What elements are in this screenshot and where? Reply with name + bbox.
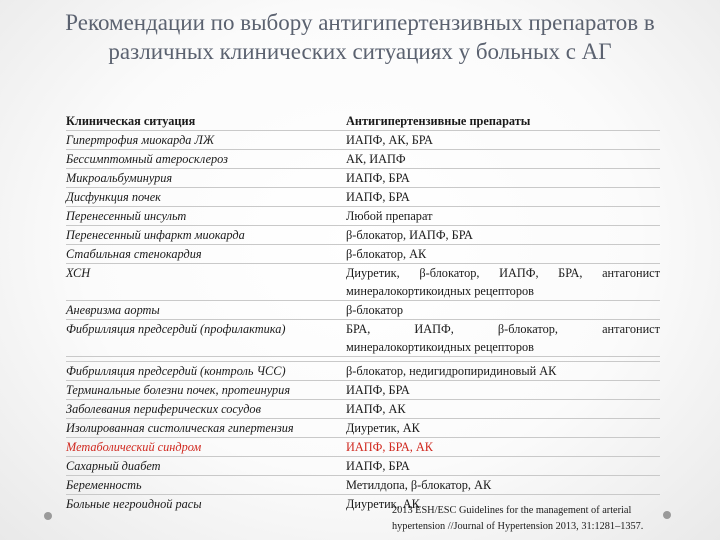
- table-row: [66, 245, 660, 264]
- situation-cell: Микроальбуминурия: [66, 171, 173, 185]
- situation-cell: Терминальные болезни почек, протеинурия: [66, 383, 291, 397]
- table-row: [66, 207, 660, 226]
- table-row: [66, 320, 660, 357]
- drugs-cell: Любой препарат: [346, 209, 433, 223]
- situation-cell: Заболевания периферических сосудов: [66, 402, 261, 416]
- situation-cell: Стабильная стенокардия: [66, 247, 202, 261]
- drugs-cell: Диуретик, АК: [346, 421, 420, 435]
- drugs-cell: Диуретик, АК: [346, 497, 420, 511]
- drugs-cell: β-блокатор, АК: [346, 247, 427, 261]
- table-row: [66, 301, 660, 320]
- table-row: [66, 169, 660, 188]
- drugs-cell: ИАПФ, БРА: [346, 190, 410, 204]
- drugs-cell: ИАПФ, БРА: [346, 383, 410, 397]
- table-row: [66, 457, 660, 476]
- table-row: [66, 226, 660, 245]
- drugs-cell: ИАПФ, БРА: [346, 459, 410, 473]
- drugs-cell: Метилдопа, β-блокатор, АК: [346, 478, 492, 492]
- table-row: [66, 438, 660, 457]
- drugs-cell: β-блокатор, недигидропиридиновый АК: [346, 364, 557, 378]
- citation-footnote: 2013 ESH/ESC Guidelines for the management of arterial hypertension //Journal of Hypertension 2013, 31:1281–1357.: [392, 505, 644, 532]
- slide-title: Рекомендации по выбору антигипертензивных препаратов в различных клинических ситуациях у больных с АГ: [65, 10, 655, 64]
- situation-cell: Изолированная систолическая гипертензия: [66, 421, 294, 435]
- table-row: [66, 131, 660, 150]
- situation-cell: Бессимптомный атеросклероз: [66, 152, 228, 166]
- situation-cell: Перенесенный инсульт: [66, 209, 187, 223]
- situation-cell: Дисфункция почек: [66, 190, 161, 204]
- table-row: [66, 381, 660, 400]
- situation-cell: Беременность: [66, 478, 142, 492]
- recommendations-table: [66, 112, 660, 513]
- table-row: [66, 362, 660, 381]
- table-row: [66, 476, 660, 495]
- table-row: [66, 400, 660, 419]
- header-drugs: Антигипертензивные препараты: [346, 114, 531, 128]
- table-row: [66, 264, 660, 301]
- table-row: [66, 188, 660, 207]
- drugs-cell: АК, ИАПФ: [346, 152, 406, 166]
- drugs-cell: ИАПФ, АК, БРА: [346, 133, 433, 147]
- situation-cell: Гипертрофия миокарда ЛЖ: [66, 133, 215, 147]
- drugs-cell: β-блокатор: [346, 303, 404, 317]
- drugs-cell: ИАПФ, БРА: [346, 171, 410, 185]
- situation-cell: Больные негроидной расы: [66, 497, 202, 511]
- table-header-row: [66, 112, 660, 131]
- situation-cell: ХСН: [66, 266, 91, 280]
- situation-cell: Перенесенный инфаркт миокарда: [66, 228, 245, 242]
- situation-cell-highlighted: Метаболический синдром: [66, 440, 202, 454]
- drugs-cell: β-блокатор, ИАПФ, БРА: [346, 228, 473, 242]
- table-row: [66, 419, 660, 438]
- situation-cell: Сахарный диабет: [66, 459, 161, 473]
- drugs-cell: БРА, ИАПФ, β-блокатор, антагонист минералокортикоидных рецепторов: [346, 322, 660, 354]
- drugs-cell-highlighted: ИАПФ, БРА, АК: [346, 440, 433, 454]
- bullet-dot-left: [44, 512, 52, 520]
- header-clinical-situation: Клиническая ситуация: [66, 114, 196, 128]
- situation-cell: Фибрилляция предсердий (профилактика): [66, 322, 286, 336]
- table-row: [66, 150, 660, 169]
- drugs-cell: Диуретик, β-блокатор, ИАПФ, БРА, антагонист минералокортикоидных рецепторов: [346, 266, 660, 298]
- situation-cell: Фибрилляция предсердий (контроль ЧСС): [66, 364, 286, 378]
- drugs-cell: ИАПФ, АК: [346, 402, 406, 416]
- situation-cell: Аневризма аорты: [66, 303, 160, 317]
